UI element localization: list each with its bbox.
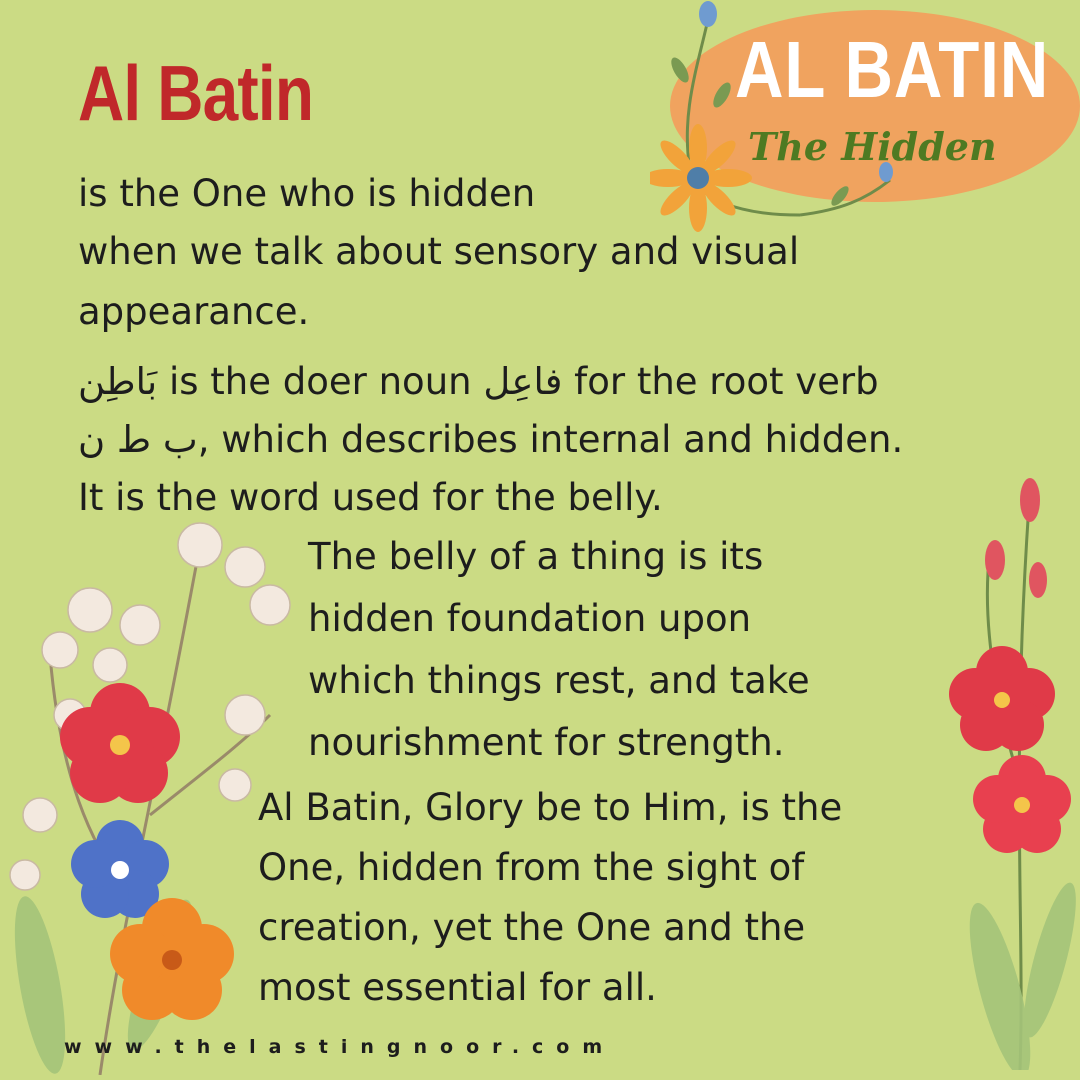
- closing-paragraph: [258, 778, 842, 1018]
- closing-line: creation, yet the One and the: [258, 906, 806, 949]
- badge-title: AL BATIN: [735, 25, 1050, 114]
- belly-line: which things rest, and take: [308, 659, 810, 702]
- belly-line: nourishment for strength.: [308, 721, 785, 764]
- intro-line-6: It is the word used for the belly.: [78, 476, 663, 519]
- right-flower-decoration: [940, 470, 1080, 1070]
- badge-subtitle: The Hidden: [748, 124, 997, 169]
- intro-line-4: بَاطِن is the doer noun فاعِل for the root verb: [78, 360, 879, 403]
- website-footer: www.thelastingnoor.com: [64, 1036, 616, 1058]
- intro-line-1: is the One who is hidden: [78, 172, 536, 215]
- closing-line: most essential for all.: [258, 966, 657, 1009]
- belly-line: The belly of a thing is its: [308, 535, 764, 578]
- intro-line-2: when we talk about sensory and visual: [78, 230, 800, 273]
- closing-line: One, hidden from the sight of: [258, 846, 805, 889]
- closing-line: Al Batin, Glory be to Him, is the: [258, 786, 843, 829]
- page-title: Al Batin: [78, 49, 314, 137]
- intro-line-3: appearance.: [78, 290, 310, 333]
- intro-line-5: ب ط ن, which describes internal and hidden.: [78, 418, 904, 461]
- belly-line: hidden foundation upon: [308, 597, 752, 640]
- belly-paragraph: [308, 526, 810, 774]
